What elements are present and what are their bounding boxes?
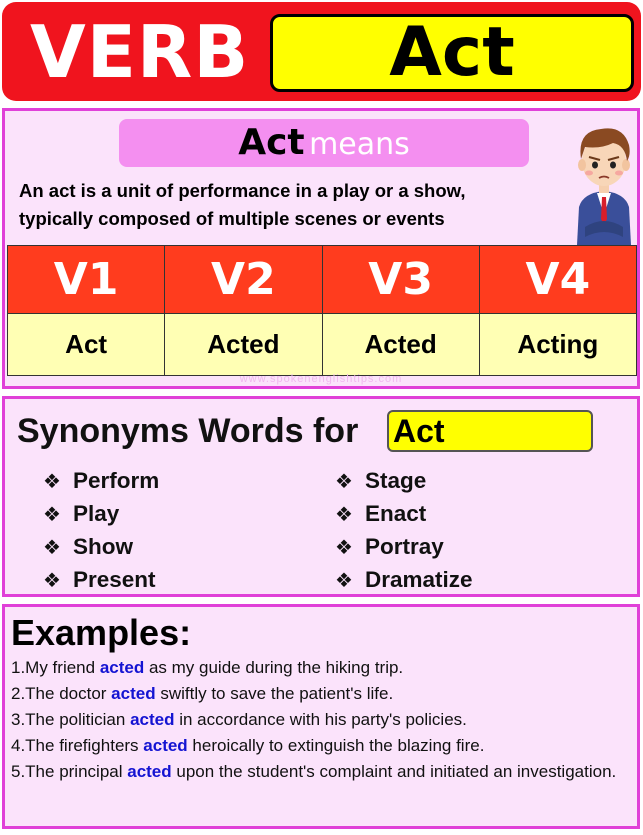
form-value: Acted: [322, 314, 479, 376]
form-value: Act: [8, 314, 165, 376]
form-header: V4: [479, 246, 636, 314]
synonym-item: [335, 498, 473, 531]
definition: [19, 177, 559, 233]
diamond-bullet-icon: ❖: [335, 471, 353, 493]
synonym-text: Perform: [73, 468, 160, 493]
example-text: upon the student's complaint and initiated an investigation.: [171, 762, 617, 781]
diamond-bullet-icon: ❖: [335, 570, 353, 592]
synonym-item: [43, 564, 159, 597]
synonyms-list-right: [335, 465, 473, 597]
example-text: 4.The firefighters: [11, 736, 144, 755]
example-item: [11, 733, 631, 759]
means-label: means: [309, 127, 410, 162]
examples-panel: [2, 604, 640, 829]
example-highlight: acted: [111, 684, 156, 703]
synonym-text: Present: [73, 567, 156, 592]
example-highlight: acted: [143, 736, 188, 755]
synonym-item: [335, 531, 473, 564]
example-item: [11, 681, 631, 707]
meaning-panel: [2, 108, 640, 389]
example-text: 5.The principal: [11, 762, 128, 781]
means-banner: [119, 119, 529, 167]
synonyms-word: Act: [387, 410, 593, 452]
synonyms-title: Synonyms Words for: [17, 412, 359, 450]
definition-line: An act is a unit of performance in a play or a show,: [19, 180, 466, 201]
form-header: V2: [165, 246, 322, 314]
header-banner: [2, 2, 641, 101]
form-value: Acting: [479, 314, 636, 376]
examples-list: [11, 655, 631, 785]
example-text: swiftly to save the patient's life.: [155, 684, 394, 703]
synonym-item: [43, 531, 159, 564]
examples-title: Examples:: [11, 612, 192, 653]
synonym-text: Enact: [365, 501, 427, 526]
synonym-text: Show: [73, 534, 133, 559]
synonym-item: [335, 564, 473, 597]
example-text: 2.The doctor: [11, 684, 112, 703]
verb-forms-table: [7, 245, 637, 376]
confused-man-avatar: [571, 115, 637, 245]
synonyms-list-left: [43, 465, 159, 597]
form-value: Acted: [165, 314, 322, 376]
example-highlight: acted: [127, 762, 172, 781]
example-item: [11, 707, 631, 733]
synonym-text: Stage: [365, 468, 427, 493]
verb-label: VERB: [30, 10, 250, 94]
diamond-bullet-icon: ❖: [335, 537, 353, 559]
example-text: 3.The politician: [11, 710, 131, 729]
example-highlight: acted: [130, 710, 175, 729]
definition-line: typically composed of multiple scenes or events: [19, 208, 445, 229]
example-text: in accordance with his party's policies.: [174, 710, 467, 729]
diamond-bullet-icon: ❖: [43, 504, 61, 526]
synonym-item: [43, 465, 159, 498]
example-text: heroically to extinguish the blazing fire.: [187, 736, 485, 755]
form-header: V3: [322, 246, 479, 314]
example-text: as my guide during the hiking trip.: [144, 658, 404, 677]
means-word: Act: [238, 122, 305, 163]
example-item: [11, 759, 631, 785]
form-header: V1: [8, 246, 165, 314]
synonym-text: Play: [73, 501, 120, 526]
synonym-text: Dramatize: [365, 567, 473, 592]
watermark: www.spokenenglishtips.com: [239, 373, 403, 385]
example-highlight: acted: [99, 658, 145, 677]
diamond-bullet-icon: ❖: [43, 537, 61, 559]
diamond-bullet-icon: ❖: [43, 471, 61, 493]
synonym-item: [335, 465, 473, 498]
example-text: 1.My friend: [11, 658, 100, 677]
synonym-text: Portray: [365, 534, 444, 559]
diamond-bullet-icon: ❖: [43, 570, 61, 592]
header-word: Act: [270, 14, 634, 92]
synonym-item: [43, 498, 159, 531]
diamond-bullet-icon: ❖: [335, 504, 353, 526]
example-item: [11, 655, 631, 681]
synonyms-panel: [2, 396, 640, 597]
